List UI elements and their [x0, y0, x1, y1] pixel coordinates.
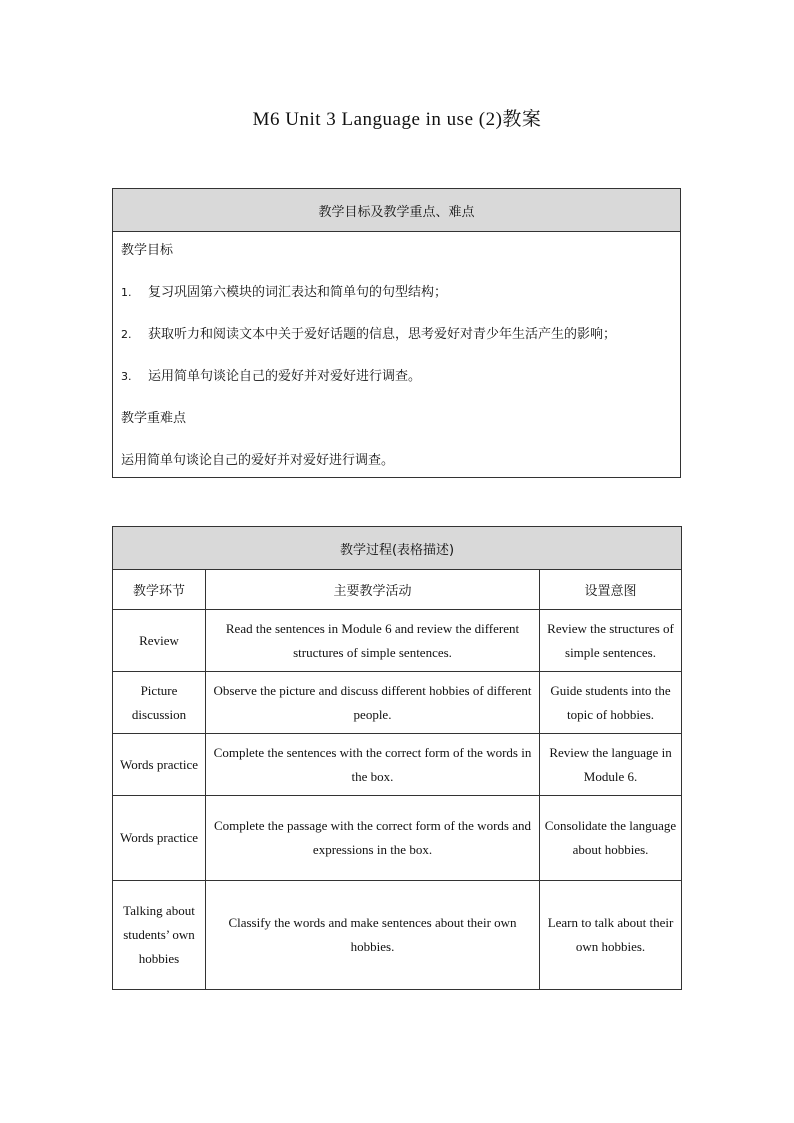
activity-cell: Classify the words and make sentences about their own hobbies.	[206, 881, 540, 990]
activity-cell: Complete the sentences with the correct form of the words in the box.	[206, 734, 540, 796]
objectives-content	[113, 232, 681, 478]
stage-cell: Words practice	[113, 734, 206, 796]
objectives-table	[112, 188, 681, 478]
objective-item	[121, 282, 672, 303]
table-row	[113, 672, 682, 734]
table-row	[113, 796, 682, 881]
purpose-cell: Consolidate the language about hobbies.	[540, 796, 682, 881]
page-title: M6 Unit 3 Language in use (2)教案	[252, 109, 542, 130]
objective-number: 3.	[121, 370, 132, 383]
activity-cell: Observe the picture and discuss different hobbies of different people.	[206, 672, 540, 734]
objective-item	[121, 324, 672, 345]
column-header-activity: 主要教学活动	[206, 570, 540, 610]
objective-text: 复习巩固第六模块的词汇表达和简单句的句型结构；	[148, 285, 448, 300]
objective-number: 2.	[121, 328, 132, 341]
activity-cell: Read the sentences in Module 6 and review the different structures of simple sentences.	[206, 610, 540, 672]
objective-number: 1.	[121, 286, 132, 299]
purpose-cell: Learn to talk about their own hobbies.	[540, 881, 682, 990]
objective-text: 运用简单句谈论自己的爱好并对爱好进行调查。	[148, 369, 422, 384]
objectives-table-header: 教学目标及教学重点、难点	[113, 189, 681, 232]
table-row	[113, 610, 682, 672]
stage-cell: Picture discussion	[113, 672, 206, 734]
stage-cell: Talking about students’ own hobbies	[113, 881, 206, 990]
column-header-stage: 教学环节	[113, 570, 206, 610]
purpose-cell: Guide students into the topic of hobbies.	[540, 672, 682, 734]
process-table-header: 教学过程(表格描述)	[113, 527, 682, 570]
objective-item	[121, 366, 672, 387]
column-header-purpose: 设置意图	[540, 570, 682, 610]
stage-cell: Words practice	[113, 796, 206, 881]
stage-cell: Review	[113, 610, 206, 672]
objectives-label: 教学目标	[121, 243, 174, 258]
table-row	[113, 734, 682, 796]
key-points-label: 教学重难点	[121, 411, 187, 426]
key-points-text: 运用简单句谈论自己的爱好并对爱好进行调查。	[121, 453, 395, 468]
purpose-cell: Review the language in Module 6.	[540, 734, 682, 796]
purpose-cell: Review the structures of simple sentences.	[540, 610, 682, 672]
table-row	[113, 881, 682, 990]
process-table	[112, 526, 682, 990]
activity-cell: Complete the passage with the correct form of the words and expressions in the box.	[206, 796, 540, 881]
objective-text: 获取听力和阅读文本中关于爱好话题的信息，思考爱好对青少年生活产生的影响；	[148, 327, 617, 342]
